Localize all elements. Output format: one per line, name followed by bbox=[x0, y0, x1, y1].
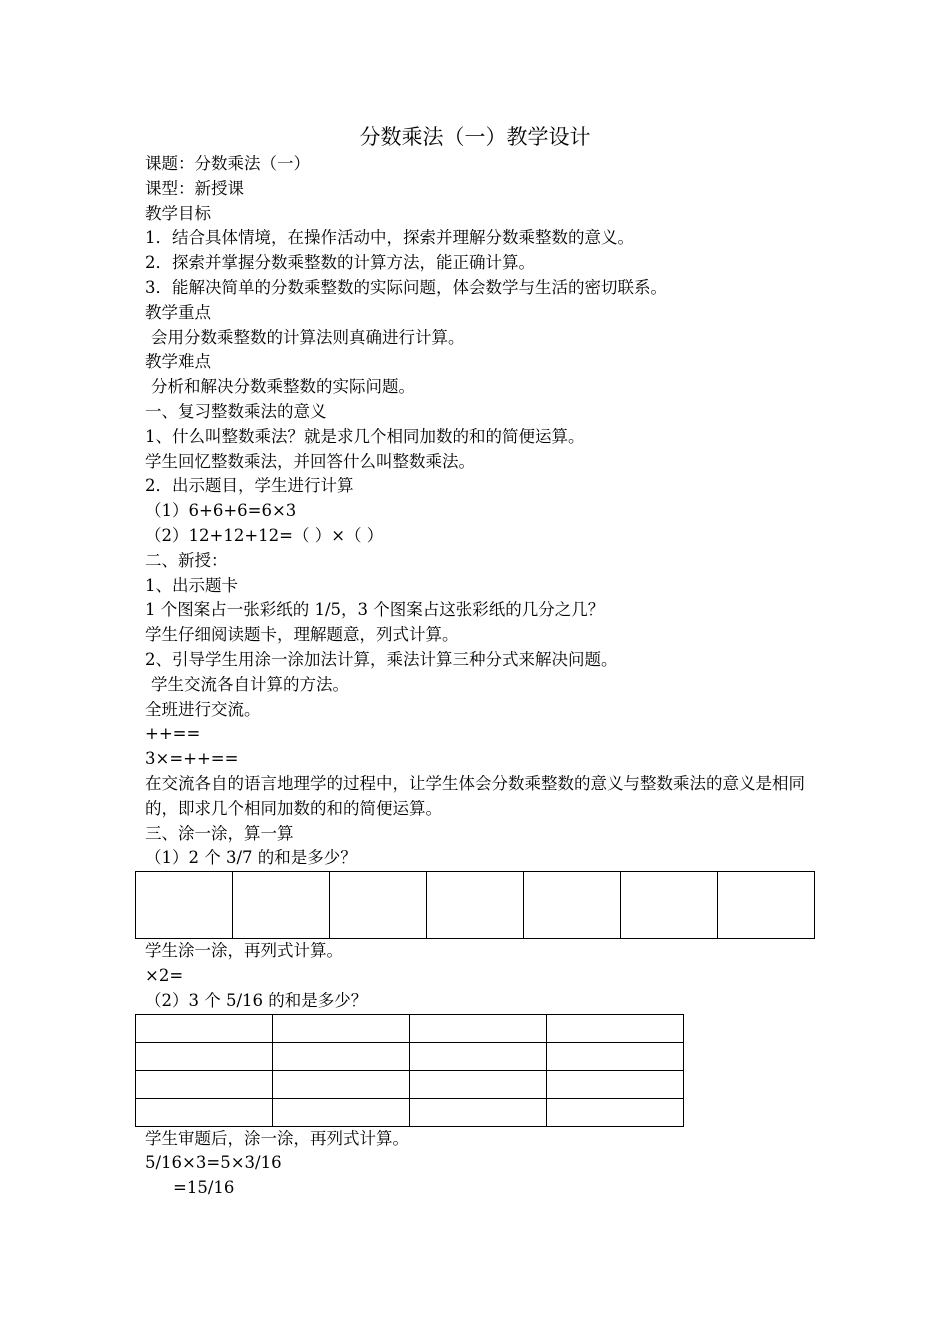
section3-student-response2: 学生审题后，涂一涂，再列式计算。 bbox=[145, 1128, 409, 1148]
grid-cell[interactable] bbox=[136, 872, 233, 939]
section2-class-share: 全班进行交流。 bbox=[145, 699, 261, 719]
grid-cell[interactable] bbox=[410, 1042, 547, 1070]
topic-line: 课题：分数乘法（一） bbox=[145, 154, 310, 173]
key-point-text: 会用分数乘整数的计算法则真确进行计算。 bbox=[151, 327, 465, 347]
grid-cell[interactable] bbox=[273, 1042, 410, 1070]
grid-cell[interactable] bbox=[410, 1014, 547, 1042]
grid-cell[interactable] bbox=[273, 1014, 410, 1042]
section1-question1: 1、什么叫整数乘法？就是求几个相同加数的和的简便运算。 bbox=[145, 426, 585, 446]
grid-cell[interactable] bbox=[410, 1098, 547, 1126]
grid-cell[interactable] bbox=[524, 872, 621, 939]
grid-row bbox=[136, 1014, 684, 1042]
grid-cell[interactable] bbox=[427, 872, 524, 939]
section2-problem: 1 个图案占一张彩纸的 1/5，3 个图案占这张彩纸的几分之几？ bbox=[145, 600, 605, 620]
goal-item: 1．结合具体情境，在操作活动中，探索并理解分数乘整数的意义。 bbox=[145, 228, 634, 248]
grid-cell[interactable] bbox=[136, 1070, 273, 1098]
grid-row bbox=[136, 1098, 684, 1126]
section1-student-response: 学生回忆整数乘法，并回答什么叫整数乘法。 bbox=[145, 451, 475, 471]
document-title: 分数乘法（一）教学设计 bbox=[359, 125, 591, 149]
grid-cell[interactable] bbox=[136, 1098, 273, 1126]
grid-row bbox=[136, 1042, 684, 1070]
key-point-heading: 教学重点 bbox=[145, 302, 211, 322]
section3-question2: （2）3 个 5/16 的和是多少？ bbox=[145, 990, 368, 1010]
section2-student-share: 学生交流各自计算的方法。 bbox=[151, 674, 349, 694]
section2-expression-2: 3×=++== bbox=[145, 749, 239, 769]
goal-item: 3．能解决简单的分数乘整数的实际问题，体会数学与生活的密切联系。 bbox=[145, 277, 667, 297]
section2-student-read: 学生仔细阅读题卡，理解题意，列式计算。 bbox=[145, 625, 459, 645]
section2-step2: 2、引导学生用涂一涂加法计算，乘法计算三种分式来解决问题。 bbox=[145, 649, 618, 669]
coloring-grid-sixteenths bbox=[135, 1014, 684, 1127]
grid-cell[interactable] bbox=[136, 1042, 273, 1070]
section1-heading: 一、复习整数乘法的意义 bbox=[145, 401, 327, 421]
grid-cell[interactable] bbox=[410, 1070, 547, 1098]
section1-question2: 2．出示题目，学生进行计算 bbox=[145, 476, 354, 496]
section2-summary: 在交流各自的语言地理学的过程中，让学生体会分数乘整数的意义与整数乘法的意义是相同的，即求几个相同加数的和的简便运算。 bbox=[145, 773, 805, 818]
grid-cell[interactable] bbox=[718, 872, 815, 939]
grid-cell[interactable] bbox=[273, 1098, 410, 1126]
grid-cell[interactable] bbox=[547, 1070, 684, 1098]
goals-heading: 教学目标 bbox=[145, 203, 211, 223]
document-page bbox=[145, 122, 815, 1201]
grid-cell[interactable] bbox=[330, 872, 427, 939]
section3-student-response1: 学生涂一涂，再列式计算。 bbox=[145, 941, 343, 961]
grid-cell[interactable] bbox=[233, 872, 330, 939]
difficulty-text: 分析和解决分数乘整数的实际问题。 bbox=[151, 377, 415, 397]
section2-expression-1: ++== bbox=[145, 724, 201, 744]
section3-expression1: ×2= bbox=[145, 965, 184, 985]
section1-exercise-b: （2）12+12+12=（ ）×（ ） bbox=[145, 525, 384, 545]
grid-cell[interactable] bbox=[621, 872, 718, 939]
coloring-grid-sevenths bbox=[135, 871, 815, 939]
grid-row bbox=[136, 1070, 684, 1098]
grid-cell[interactable] bbox=[136, 1014, 273, 1042]
difficulty-heading: 教学难点 bbox=[145, 352, 211, 372]
section3-expression2-line1: 5/16×3=5×3/16 bbox=[145, 1153, 282, 1173]
grid-cell[interactable] bbox=[547, 1098, 684, 1126]
section1-exercise-a: （1）6+6+6=6×3 bbox=[145, 501, 297, 521]
section3-heading: 三、涂一涂，算一算 bbox=[145, 823, 294, 843]
grid-cell[interactable] bbox=[547, 1014, 684, 1042]
goal-item: 2．探索并掌握分数乘整数的计算方法，能正确计算。 bbox=[145, 253, 535, 273]
grid-cell[interactable] bbox=[273, 1070, 410, 1098]
lesson-type-line: 课型：新授课 bbox=[145, 178, 244, 198]
grid-cell[interactable] bbox=[547, 1042, 684, 1070]
grid-row bbox=[136, 872, 815, 939]
section3-question1: （1）2 个 3/7 的和是多少？ bbox=[145, 848, 357, 868]
section3-expression2-line2: =15/16 bbox=[173, 1178, 235, 1198]
section2-step1: 1、出示题卡 bbox=[145, 575, 238, 595]
section2-heading: 二、新授： bbox=[145, 550, 228, 570]
